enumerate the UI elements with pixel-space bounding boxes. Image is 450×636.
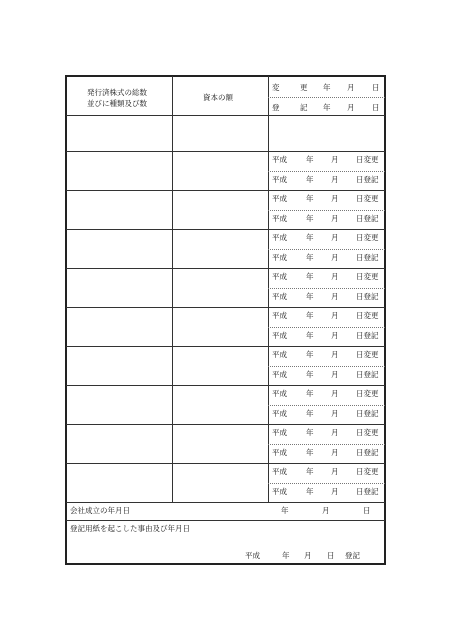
block-5-change-0: 平成 bbox=[272, 350, 287, 359]
block-5-register-1: 年 bbox=[306, 369, 314, 379]
header-change-date-1: 更 bbox=[300, 83, 308, 92]
block-divider-5 bbox=[268, 366, 385, 367]
block-0-change-1: 年 bbox=[306, 155, 314, 164]
block-divider-8 bbox=[268, 483, 385, 484]
block-divider-6 bbox=[268, 405, 385, 406]
block-8-change-2: 月 bbox=[331, 467, 339, 476]
block-4-register-0: 平成 bbox=[272, 330, 287, 340]
block-8-register-1: 年 bbox=[306, 486, 314, 496]
block-7-change-0: 平成 bbox=[272, 428, 287, 437]
column-divider-1 bbox=[172, 76, 173, 502]
block-bottom-line-6 bbox=[66, 424, 385, 425]
block-0-register-3: 日登記 bbox=[356, 174, 379, 184]
block-1-register-1: 年 bbox=[306, 213, 314, 223]
block-bottom-line-1 bbox=[66, 229, 385, 230]
block-8-register-2: 月 bbox=[331, 486, 339, 496]
block-6-register-0: 平成 bbox=[272, 408, 287, 418]
block-5-change-1: 年 bbox=[306, 350, 314, 359]
block-divider-4 bbox=[268, 327, 385, 328]
block-8-change-3: 日変更 bbox=[356, 467, 379, 476]
header-change-date-0: 変 bbox=[272, 83, 280, 92]
company-founding-date-0: 年 bbox=[281, 506, 289, 515]
header-share-count-line1: 発行済株式の総数 bbox=[87, 88, 147, 97]
block-4-register-1: 年 bbox=[306, 330, 314, 340]
block-0-change-0: 平成 bbox=[272, 155, 287, 164]
block-divider-3 bbox=[268, 288, 385, 289]
header-change-date-2: 年 bbox=[323, 83, 331, 92]
block-0-change-2: 月 bbox=[331, 155, 339, 164]
header-bottom-line bbox=[66, 115, 385, 116]
block-0-register-2: 月 bbox=[331, 174, 339, 184]
header-share-count-line2: 並びに種類及び数 bbox=[87, 99, 147, 108]
block-2-change-1: 年 bbox=[306, 233, 314, 242]
column-divider-2 bbox=[268, 76, 269, 502]
block-bottom-line-0 bbox=[66, 190, 385, 191]
blank-row-bottom-line bbox=[66, 151, 385, 152]
block-4-register-2: 月 bbox=[331, 330, 339, 340]
block-5-register-3: 日登記 bbox=[356, 369, 379, 379]
block-7-change-1: 年 bbox=[306, 428, 314, 437]
header-capital-amount: 資本の額 bbox=[203, 93, 233, 102]
block-0-register-1: 年 bbox=[306, 174, 314, 184]
block-7-register-1: 年 bbox=[306, 447, 314, 457]
block-1-change-0: 平成 bbox=[272, 194, 287, 203]
block-4-change-0: 平成 bbox=[272, 311, 287, 320]
block-1-register-2: 月 bbox=[331, 213, 339, 223]
block-3-register-2: 月 bbox=[331, 291, 339, 301]
block-1-register-0: 平成 bbox=[272, 213, 287, 223]
register-reason-date-2: 月 bbox=[304, 551, 312, 560]
block-0-register-0: 平成 bbox=[272, 174, 287, 184]
register-reason-date-0: 平成 bbox=[245, 551, 260, 560]
header-register-date-2: 年 bbox=[323, 103, 331, 112]
block-8-change-1: 年 bbox=[306, 467, 314, 476]
block-6-register-3: 日登記 bbox=[356, 408, 379, 418]
block-2-register-2: 月 bbox=[331, 252, 339, 262]
block-7-register-0: 平成 bbox=[272, 447, 287, 457]
block-5-register-0: 平成 bbox=[272, 369, 287, 379]
block-2-register-3: 日登記 bbox=[356, 252, 379, 262]
block-5-change-2: 月 bbox=[331, 350, 339, 359]
register-reason-date-3: 日 bbox=[327, 551, 335, 560]
block-4-change-2: 月 bbox=[331, 311, 339, 320]
block-1-change-3: 日変更 bbox=[356, 194, 379, 203]
block-1-change-1: 年 bbox=[306, 194, 314, 203]
block-7-change-3: 日変更 bbox=[356, 428, 379, 437]
header-change-date-3: 月 bbox=[347, 83, 355, 92]
company-founding-bottom-line bbox=[66, 520, 385, 521]
block-7-change-2: 月 bbox=[331, 428, 339, 437]
block-bottom-line-8 bbox=[66, 502, 385, 503]
block-3-change-0: 平成 bbox=[272, 272, 287, 281]
block-2-register-0: 平成 bbox=[272, 252, 287, 262]
block-divider-1 bbox=[268, 210, 385, 211]
block-4-change-1: 年 bbox=[306, 311, 314, 320]
company-founding-date-2: 日 bbox=[363, 506, 371, 515]
block-6-register-2: 月 bbox=[331, 408, 339, 418]
header-register-date-3: 月 bbox=[347, 103, 355, 112]
block-divider-0 bbox=[268, 171, 385, 172]
block-bottom-line-7 bbox=[66, 463, 385, 464]
block-6-change-1: 年 bbox=[306, 389, 314, 398]
register-reason-date-1: 年 bbox=[282, 551, 290, 560]
block-6-change-2: 月 bbox=[331, 389, 339, 398]
block-8-register-0: 平成 bbox=[272, 486, 287, 496]
block-1-change-2: 月 bbox=[331, 194, 339, 203]
block-7-register-2: 月 bbox=[331, 447, 339, 457]
block-6-register-1: 年 bbox=[306, 408, 314, 418]
block-8-change-0: 平成 bbox=[272, 467, 287, 476]
block-bottom-line-5 bbox=[66, 385, 385, 386]
block-bottom-line-3 bbox=[66, 307, 385, 308]
block-3-change-2: 月 bbox=[331, 272, 339, 281]
block-divider-7 bbox=[268, 444, 385, 445]
block-4-register-3: 日登記 bbox=[356, 330, 379, 340]
block-bottom-line-4 bbox=[66, 346, 385, 347]
block-5-register-2: 月 bbox=[331, 369, 339, 379]
company-founding-date-1: 月 bbox=[322, 506, 330, 515]
header-register-date-4: 日 bbox=[372, 103, 380, 112]
block-divider-2 bbox=[268, 249, 385, 250]
block-2-change-3: 日変更 bbox=[356, 233, 379, 242]
register-reason-date-4: 登記 bbox=[345, 551, 360, 560]
block-bottom-line-2 bbox=[66, 268, 385, 269]
block-4-change-3: 日変更 bbox=[356, 311, 379, 320]
block-0-change-3: 日変更 bbox=[356, 155, 379, 164]
block-6-change-0: 平成 bbox=[272, 389, 287, 398]
block-8-register-3: 日登記 bbox=[356, 486, 379, 496]
block-3-register-0: 平成 bbox=[272, 291, 287, 301]
block-2-change-0: 平成 bbox=[272, 233, 287, 242]
company-founding-label: 会社成立の年月日 bbox=[70, 506, 130, 515]
block-7-register-3: 日登記 bbox=[356, 447, 379, 457]
block-3-register-3: 日登記 bbox=[356, 291, 379, 301]
block-6-change-3: 日変更 bbox=[356, 389, 379, 398]
header-register-date-1: 記 bbox=[300, 103, 308, 112]
block-5-change-3: 日変更 bbox=[356, 350, 379, 359]
header-change-date-4: 日 bbox=[372, 83, 380, 92]
block-3-change-1: 年 bbox=[306, 272, 314, 281]
header-register-date-0: 登 bbox=[272, 103, 280, 112]
block-3-change-3: 日変更 bbox=[356, 272, 379, 281]
register-reason-label: 登記用紙を起こした事由及び年月日 bbox=[70, 524, 190, 533]
block-2-change-2: 月 bbox=[331, 233, 339, 242]
header-divider bbox=[268, 97, 385, 98]
block-2-register-1: 年 bbox=[306, 252, 314, 262]
block-3-register-1: 年 bbox=[306, 291, 314, 301]
block-1-register-3: 日登記 bbox=[356, 213, 379, 223]
